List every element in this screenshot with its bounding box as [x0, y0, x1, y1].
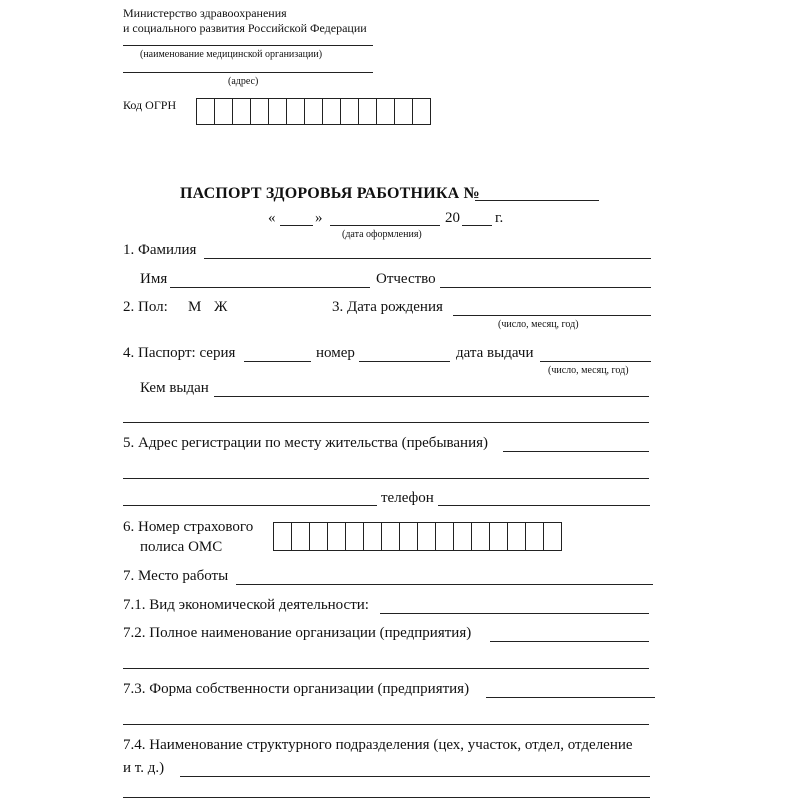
passport-series-label: 4. Паспорт: серия [123, 345, 236, 361]
birth-date-label: 3. Дата рождения [332, 299, 443, 315]
name-label: Имя [140, 271, 168, 287]
digit-cell[interactable] [197, 99, 215, 124]
work-place-line[interactable] [236, 584, 653, 585]
digit-cell[interactable] [418, 523, 436, 550]
digit-cell[interactable] [400, 523, 418, 550]
sex-option-m[interactable]: М [188, 299, 202, 315]
digit-cell[interactable] [490, 523, 508, 550]
issued-by-line[interactable] [214, 396, 649, 397]
date-close-quote: » [315, 210, 323, 226]
ogrn-label: Код ОГРН [123, 98, 177, 112]
digit-cell[interactable] [359, 99, 377, 124]
issue-date-caption: (число, месяц, год) [548, 365, 629, 376]
patronymic-line[interactable] [440, 287, 651, 288]
org-full-name-line-2[interactable] [123, 668, 649, 669]
subdivision-label-line1: 7.4. Наименование структурного подразделения (цех, участок, отдел, отделение [123, 737, 633, 753]
subdivision-line-2[interactable] [123, 797, 650, 798]
activity-line[interactable] [380, 613, 649, 614]
digit-cell[interactable] [436, 523, 454, 550]
digit-cell[interactable] [382, 523, 400, 550]
digit-cell[interactable] [274, 523, 292, 550]
passport-number-line[interactable] [475, 200, 599, 201]
issued-by-line-2[interactable] [123, 422, 649, 423]
digit-cell[interactable] [508, 523, 526, 550]
ownership-line-2[interactable] [123, 724, 649, 725]
digit-cell[interactable] [305, 99, 323, 124]
birth-date-caption: (число, месяц, год) [498, 319, 579, 330]
digit-cell[interactable] [526, 523, 544, 550]
digit-cell[interactable] [328, 523, 346, 550]
surname-line[interactable] [204, 258, 651, 259]
issued-by-label: Кем выдан [140, 380, 209, 396]
surname-label: 1. Фамилия [123, 242, 197, 258]
reg-address-label: 5. Адрес регистрации по месту жительства (пребывания) [123, 435, 489, 451]
digit-cell[interactable] [413, 99, 430, 124]
phone-line[interactable] [438, 505, 650, 506]
digit-cell[interactable] [544, 523, 561, 550]
sex-label: 2. Пол: [123, 299, 168, 315]
work-place-label: 7. Место работы [123, 568, 229, 584]
document-title [180, 185, 480, 203]
ownership-label: 7.3. Форма собственности организации (предприятия) [123, 681, 470, 697]
date-month-line[interactable] [330, 225, 440, 226]
org-name-caption: (наименование медицинской организации) [140, 49, 323, 60]
digit-cell[interactable] [215, 99, 233, 124]
digit-cell[interactable] [251, 99, 269, 124]
issue-date-label: дата выдачи [456, 345, 534, 361]
date-year-line[interactable] [462, 225, 492, 226]
digit-cell[interactable] [472, 523, 490, 550]
year-prefix: 20 [445, 210, 460, 226]
year-suffix: г. [495, 210, 504, 226]
address-line[interactable] [123, 72, 373, 73]
digit-cell[interactable] [287, 99, 305, 124]
passport-series-line[interactable] [244, 361, 311, 362]
digit-cell[interactable] [233, 99, 251, 124]
date-caption: (дата оформления) [342, 229, 422, 240]
date-open-quote: « [268, 210, 276, 226]
birth-date-line[interactable] [453, 315, 651, 316]
address-caption: (адрес) [228, 76, 259, 87]
subdivision-label-line2: и т. д.) [123, 760, 165, 776]
oms-input-cells[interactable] [273, 522, 562, 551]
date-day-line[interactable] [280, 225, 313, 226]
reg-address-line-2[interactable] [123, 478, 649, 479]
phone-label: телефон [381, 490, 434, 506]
digit-cell[interactable] [395, 99, 413, 124]
reg-address-line-3[interactable] [123, 505, 377, 506]
passport-number-field-line[interactable] [359, 361, 450, 362]
name-line[interactable] [170, 287, 370, 288]
ministry-line-2: и социального развития Российской Федерации [123, 21, 367, 35]
digit-cell[interactable] [364, 523, 382, 550]
org-name-line[interactable] [123, 45, 373, 46]
digit-cell[interactable] [310, 523, 328, 550]
digit-cell[interactable] [341, 99, 359, 124]
sex-option-f[interactable]: Ж [214, 299, 228, 315]
ministry-line-1: Министерство здравоохранения [123, 6, 287, 20]
ownership-line[interactable] [486, 697, 655, 698]
digit-cell[interactable] [292, 523, 310, 550]
digit-cell[interactable] [269, 99, 287, 124]
oms-label-line1: 6. Номер страхового [123, 519, 254, 535]
digit-cell[interactable] [377, 99, 395, 124]
reg-address-line[interactable] [503, 451, 649, 452]
digit-cell[interactable] [454, 523, 472, 550]
digit-cell[interactable] [346, 523, 364, 550]
oms-label-line2: полиса ОМС [140, 539, 223, 555]
document-title-text: ПАСПОРТ ЗДОРОВЬЯ РАБОТНИКА № [180, 185, 480, 202]
org-full-name-label: 7.2. Полное наименование организации (предприятия) [123, 625, 472, 641]
activity-label: 7.1. Вид экономической деятельности: [123, 597, 369, 613]
issue-date-line[interactable] [540, 361, 651, 362]
patronymic-label: Отчество [376, 271, 436, 287]
digit-cell[interactable] [323, 99, 341, 124]
org-full-name-line[interactable] [490, 641, 649, 642]
passport-number-label: номер [316, 345, 355, 361]
ogrn-input-cells[interactable] [196, 98, 431, 125]
subdivision-line[interactable] [180, 776, 650, 777]
